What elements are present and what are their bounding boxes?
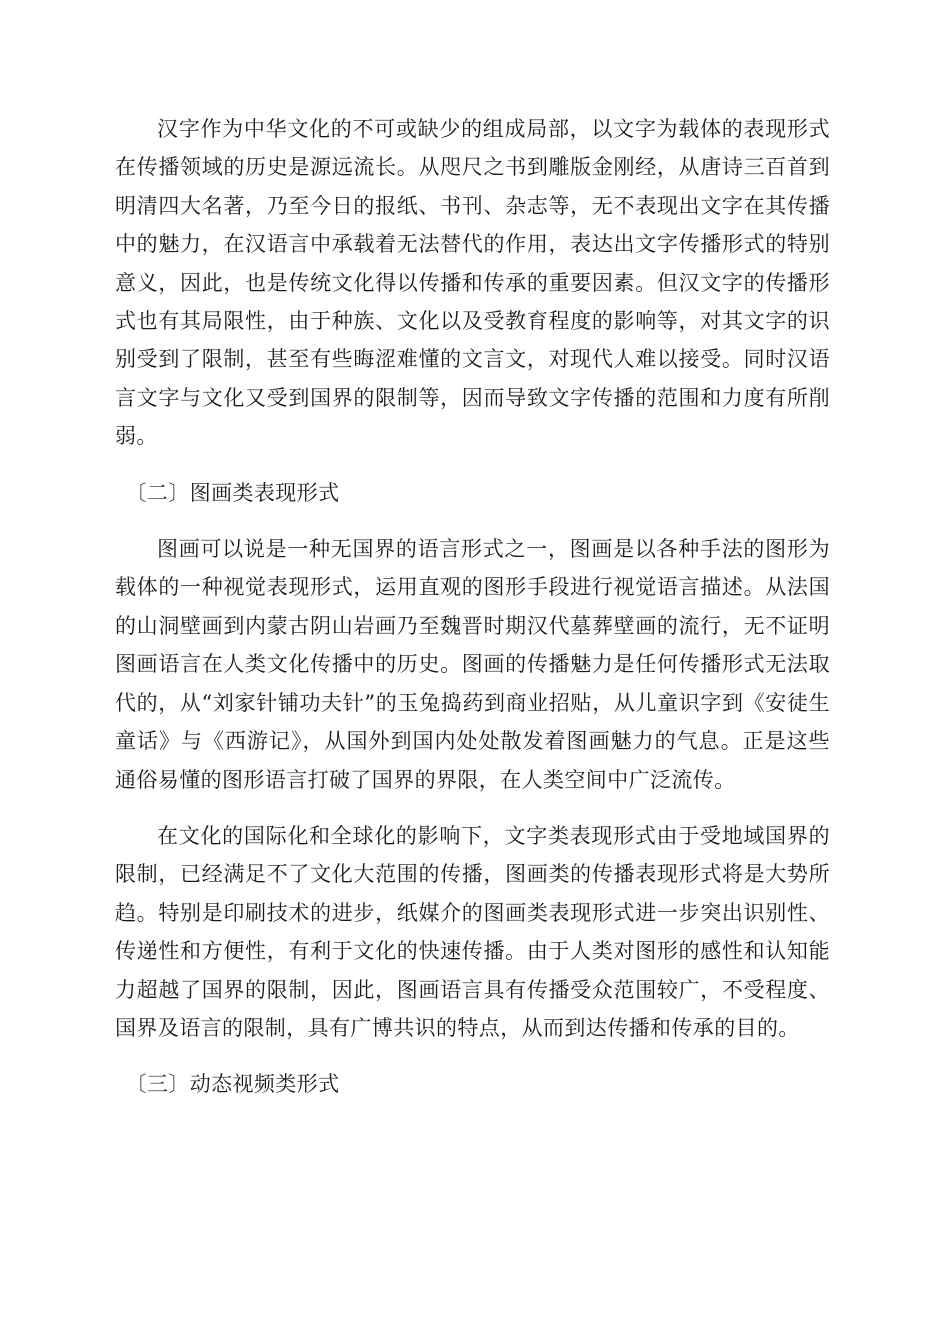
paragraph-text-form: 汉字作为中华文化的不可或缺少的组成局部，以文字为载体的表现形式在传播领域的历史是源远流长。从咫尺之书到雕版金刚经，从唐诗三百首到明清四大名著，乃至今日的报纸、书刊、杂志等，无不表现出文字在其传播中的魅力，在汉语言中承载着无法替代的作用，表达出文字传播形式的特别意义，因此，也是传统文化得以传播和传承的重要因素。但汉文字的传播形式也有其局限性，由于种族、文化以及受教育程度的影响等，对其文字的识别受到了限制，甚至有些晦涩难懂的文言文，对现代人难以接受。同时汉语言文字与文化又受到国界的限制等，因而导致文字传播的范围和力度有所削弱。 <box>115 117 830 449</box>
document-page <box>115 110 830 1104</box>
paragraph-globalization: 在文化的国际化和全球化的影响下，文字类表现形式由于受地域国界的限制，已经满足不了文化大范围的传播，图画类的传播表现形式将是大势所趋。特别是印刷技术的进步，纸媒介的图画类表现形式进一步突出识别性、传递性和方便性，有利于文化的快速传播。由于人类对图形的感性和认知能力超越了国界的限制，因此，图画语言具有传播受众范围较广，不受程度、国界及语言的限制，具有广博共识的特点，从而到达传播和传承的目的。 <box>115 823 830 1040</box>
paragraph-picture-form: 图画可以说是一种无国界的语言形式之一，图画是以各种手法的图形为载体的一种视觉表现形式，运用直观的图形手段进行视觉语言描述。从法国的山洞壁画到内蒙古阴山岩画乃至魏晋时期汉代墓葬壁画的流行，无不证明图画语言在人类文化传播中的历史。图画的传播魅力是任何传播形式无法取代的，从“刘家针铺功夫针”的玉兔捣药到商业招贴，从儿童识字到《安徒生童话》与《西游记》，从国外到国内处处散发着图画魅力的气息。正是这些通俗易懂的图形语言打破了国界的界限，在人类空间中广泛流传。 <box>115 537 830 792</box>
section-heading-video-form: 〔三〕动态视频类形式 <box>125 1072 340 1097</box>
section-heading-picture-form: 〔二〕图画类表现形式 <box>125 480 340 505</box>
